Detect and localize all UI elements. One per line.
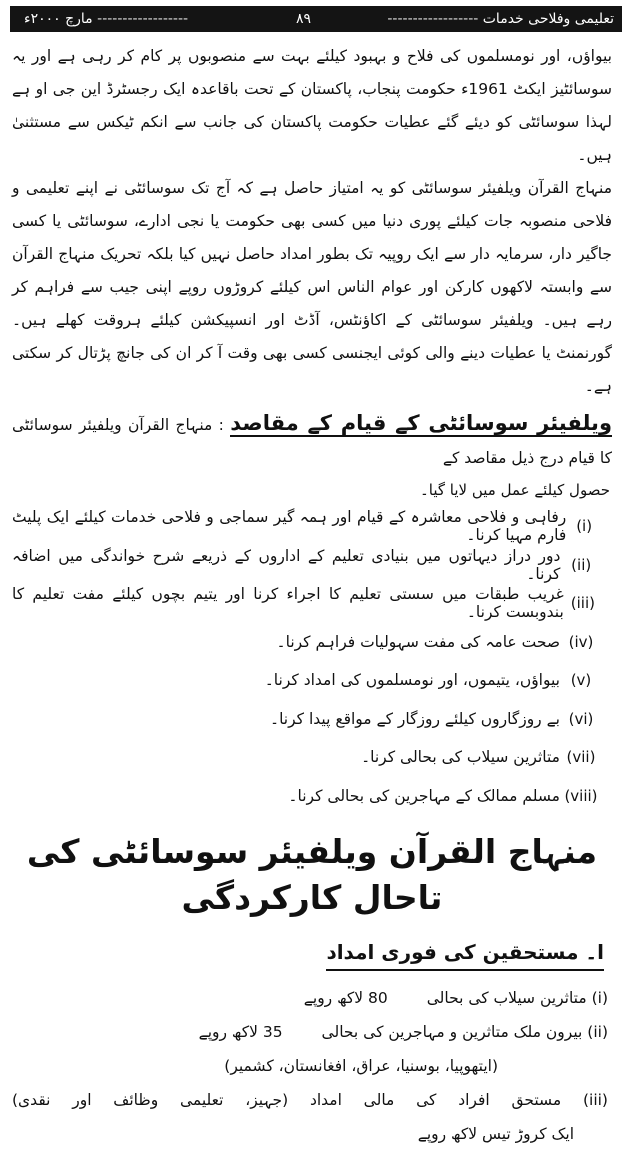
- relief-marker: (ii): [587, 1023, 608, 1041]
- list-item: [12, 623, 602, 662]
- list-item: [12, 738, 602, 777]
- list-item: [12, 584, 602, 623]
- objectives-heading-line: [12, 407, 612, 475]
- header-title-box: [387, 11, 622, 27]
- header-dashes-right: ------------------: [387, 11, 479, 27]
- page-header: [10, 6, 622, 32]
- relief-text: مستحق افراد کی مالی امداد (جہیز، تعلیمی وظائف اور نقدی): [12, 1091, 562, 1109]
- item-text: صحت عامہ کی مفت سہولیات فراہم کرنا۔: [276, 632, 560, 651]
- relief-amount: 80 لاکھ روپے: [303, 989, 388, 1007]
- intro-paragraph-1: بیواؤں، اور نومسلموں کی فلاح و بہبود کیلئے بہت سے منصوبوں پر کام کر رہی ہے اور یہ سوسائٹیز ایکٹ 1961ء حکومت پنجاب، پاکستان کے تحت باقاعدہ ایک رجسٹرڈ این جی او ہے لہذا سوسائٹی کو دیئے گئے عطیات حکومت پاکستان کی جانب سے انکم ٹیکس سے مستثنیٰ ہیں۔: [12, 47, 612, 164]
- relief-item: [12, 1015, 612, 1049]
- item-marker: (i): [576, 517, 593, 536]
- item-text: متاثرین سیلاب کی بحالی کرنا۔: [361, 748, 560, 767]
- page-body: [12, 40, 612, 1151]
- intro-paragraph-2: منہاج القرآن ویلفیئر سوسائٹی کو یہ امتیاز حاصل ہے کہ آج تک سوسائٹی نے اپنے تعلیمی و فلاحی منصوبہ جات کیلئے پوری دنیا میں کسی بھی حکومت یا نجی ادارے، سوسائٹی یا کسی جاگیر دار، سرمایہ دار سے ایک روپیہ تک بطور امداد حاصل نہیں کیا بلکہ تحریک منہاج القرآن سے وابستہ لاکھوں کارکن اور عوام الناس اس کیلئے کروڑوں روپے اپنی جیب سے فراہم کر رہے ہیں۔ ویلفیئر سوسائٹی کے اکاؤنٹس، آڈٹ اور انسپیکشن کیلئے ہروقت کھلے ہیں۔ گورنمنٹ یا عطیات دینے والی کوئی ایجنسی کسی بھی وقت آ کر ان کی جانچ پڑتال کر سکتی ہے۔: [12, 179, 612, 395]
- item-marker: (viii): [564, 786, 598, 805]
- item-text: دور دراز دیہاتوں میں بنیادی تعلیم کے اداروں کے ذریعے شرح خواندگی میں اضافہ کرنا۔: [12, 546, 561, 583]
- item-text: بیواؤں، یتیموں، اور نومسلموں کی امداد کرنا۔: [264, 671, 560, 690]
- relief-text: بیرون ملک متاثرین و مہاجرین کی بحالی: [321, 1023, 583, 1041]
- objectives-list: [12, 507, 612, 815]
- relief-marker: (i): [591, 989, 608, 1007]
- page-number: ۸۹: [296, 11, 312, 27]
- list-item: [12, 546, 602, 585]
- item-marker: (vi): [568, 709, 594, 728]
- achievements-title: منہاج القرآن ویلفیئر سوسائٹی کی تاحال کارکردگی: [26, 832, 598, 917]
- relief-item: [12, 1083, 612, 1151]
- relief-amount: ایک کروڑ تیس لاکھ روپے: [417, 1125, 574, 1143]
- relief-item: [12, 981, 612, 1015]
- item-marker: (ii): [571, 555, 592, 574]
- item-text: غریب طبقات میں سستی تعلیم کا اجراء کرنا اور یتیم بچوں کیلئے مفت تعلیم کا بندوبست کرنا۔: [12, 585, 564, 622]
- header-title: تعلیمی وفلاحی خدمات: [482, 11, 614, 27]
- list-item: [12, 661, 602, 700]
- objectives-heading-suffix: : منہاج القرآن ویلفیئر سوسائٹی کا قیام درج ذیل مقاصد کے: [12, 416, 612, 467]
- relief-heading: ا۔ مستحقین کی فوری امداد: [326, 935, 604, 971]
- list-item: [12, 700, 602, 739]
- relief-text: متاثرین سیلاب کی بحالی: [426, 989, 587, 1007]
- issue-date: مارچ ۲۰۰۰ء: [24, 11, 93, 27]
- relief-countries: [12, 1049, 612, 1083]
- item-marker: (vii): [566, 748, 596, 767]
- header-date: [10, 11, 188, 27]
- objectives-continuation: حصول کیلئے عمل میں لایا گیا۔: [419, 481, 610, 499]
- objectives-heading: ویلفیئر سوسائٹی کے قیام کے مقاصد: [230, 411, 612, 435]
- item-marker: (iii): [570, 594, 595, 613]
- item-marker: (iv): [568, 632, 594, 651]
- item-text: رفاہی و فلاحی معاشرہ کے قیام اور ہمہ گیر سماجی و فلاحی خدمات کیلئے ایک پلیٹ فارم مہیا کرنا۔: [12, 508, 567, 545]
- list-item: [12, 777, 602, 816]
- header-dashes-left: ------------------: [97, 11, 189, 27]
- relief-marker: (iii): [582, 1091, 608, 1109]
- item-marker: (v): [570, 671, 592, 690]
- relief-amount: 35 لاکھ روپے: [198, 1023, 283, 1041]
- item-text: بے روزگاروں کیلئے روزگار کے مواقع پیدا کرنا۔: [269, 709, 560, 728]
- item-text: مسلم ممالک کے مہاجرین کی بحالی کرنا۔: [288, 786, 560, 805]
- list-item: [12, 507, 602, 546]
- relief-countries-text: (ایتھوپیا، بوسنیا، عراق، افغانستان، کشمیر): [224, 1057, 498, 1075]
